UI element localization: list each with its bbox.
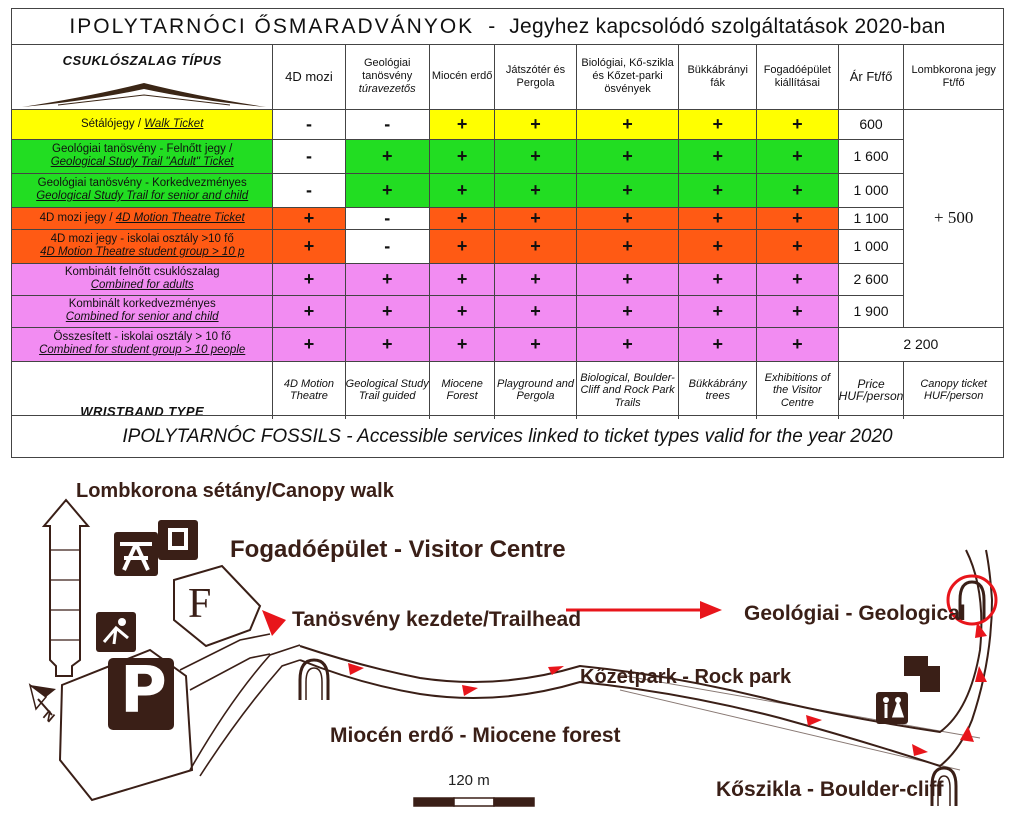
service-mark: +	[757, 295, 839, 327]
service-mark: +	[345, 139, 429, 173]
ticket-type-cell	[12, 295, 273, 327]
service-mark: +	[495, 263, 576, 295]
toilet-icon	[876, 692, 908, 724]
table-footer-title: IPOLYTARNÓC FOSSILS - Accessible services linked to ticket types valid for the year 2020	[12, 415, 1003, 457]
en-header-price: Price HUF/person	[838, 361, 904, 419]
en-header-miocene-forest: Miocene Forest	[429, 361, 494, 419]
service-mark: +	[495, 229, 576, 263]
ticket-type-hu: Kombinált korkedvezményes	[68, 298, 216, 310]
building-letter: F	[188, 581, 212, 627]
picnic-icon	[114, 532, 158, 576]
service-mark: +	[576, 229, 679, 263]
service-mark: +	[576, 139, 679, 173]
ticket-price: 2 600	[838, 263, 904, 295]
service-mark: -	[273, 109, 345, 139]
ticket-type-cell	[12, 173, 273, 207]
service-mark: +	[757, 327, 839, 361]
service-mark: +	[345, 327, 429, 361]
service-mark: +	[679, 173, 757, 207]
ticket-type-hu: 4D mozi jegy - iskolai osztály >10 fő	[50, 233, 234, 245]
ticket-type-hu: Geológiai tanösvény - Korkedvezményes	[37, 177, 247, 189]
service-mark: +	[576, 327, 679, 361]
scale-bar	[414, 798, 534, 806]
service-mark: +	[429, 109, 494, 139]
col-header-trails: Biológiai, Kő-szikla és Kőzet-parki ösvények	[576, 45, 679, 109]
service-mark: +	[679, 263, 757, 295]
service-mark: +	[429, 173, 494, 207]
ticket-type-hu: 4D mozi jegy /	[39, 211, 113, 224]
service-mark: +	[429, 295, 494, 327]
en-header-exhibitions: Exhibitions of the Visitor Centre	[757, 361, 839, 419]
service-mark: +	[576, 207, 679, 229]
type-header-label: CSUKLÓSZALAG TÍPUS	[62, 52, 222, 68]
ticket-type-cell	[12, 327, 273, 361]
ticket-price: 1 100	[838, 207, 904, 229]
parking-letter: P	[120, 654, 167, 728]
service-mark: +	[757, 139, 839, 173]
service-mark: +	[495, 109, 576, 139]
service-mark: +	[679, 139, 757, 173]
service-mark: +	[495, 139, 576, 173]
service-mark: -	[345, 229, 429, 263]
ticket-type-cell	[12, 229, 273, 263]
ticket-table	[11, 8, 1004, 458]
service-mark: +	[495, 173, 576, 207]
ticket-price: 1 000	[838, 173, 904, 207]
wristband-type-label: WRISTBAND TYPE	[80, 404, 205, 419]
col-header-4d: 4D mozi	[273, 45, 345, 109]
ticket-type-hu: Kombinált felnőtt csuklószalag	[64, 266, 220, 278]
ticket-price: 2 200	[838, 327, 1003, 361]
service-mark: +	[679, 327, 757, 361]
service-mark: +	[679, 207, 757, 229]
en-header-playground: Playground and Pergola	[495, 361, 576, 419]
shelter-building-icon	[904, 656, 940, 692]
ticket-type-en: Combined for adults	[90, 279, 194, 291]
table-title	[12, 9, 1003, 45]
ticket-type-hu: Összesített - iskolai osztály > 10 fő	[53, 331, 231, 343]
geological-label: Geológiai - Geological	[744, 602, 966, 625]
ticket-type-cell	[12, 139, 273, 173]
ticket-type-en: Walk Ticket	[144, 117, 204, 130]
service-mark: +	[576, 109, 679, 139]
ticket-type-cell	[12, 263, 273, 295]
service-mark: +	[429, 229, 494, 263]
service-mark: +	[757, 109, 839, 139]
service-mark: -	[273, 173, 345, 207]
ticket-row	[12, 109, 1003, 139]
service-mark: -	[273, 139, 345, 173]
service-mark: +	[679, 295, 757, 327]
ticket-row	[12, 327, 1003, 361]
canopy-price: + 500	[904, 109, 1003, 327]
long-direction-arrow-icon	[566, 601, 722, 619]
ticket-type-en: Combined for student group > 10 people	[39, 344, 246, 356]
service-mark: +	[757, 207, 839, 229]
en-header-4d: 4D Motion Theatre	[273, 361, 345, 419]
boulder-cliff-label: Kőszikla - Boulder-cliff	[716, 778, 944, 801]
col-header-playground: Játszótér és Pergola	[495, 45, 576, 109]
header-row-english	[12, 361, 1003, 419]
en-header-geological-trail: Geological Study Trail guided	[345, 361, 429, 419]
en-header-canopy: Canopy ticket HUF/person	[904, 361, 1003, 419]
service-mark: +	[429, 139, 494, 173]
col-header-canopy: Lombkorona jegy Ft/fő	[904, 45, 1003, 109]
ticket-row	[12, 207, 1003, 229]
ticket-type-cell	[12, 109, 273, 139]
trailhead-marker-icon	[262, 610, 286, 636]
service-mark: +	[757, 229, 839, 263]
ticket-row	[12, 139, 1003, 173]
ticket-row	[12, 295, 1003, 327]
title-hungarian: IPOLYTARNÓCI ŐSMARADVÁNYOK	[69, 14, 475, 38]
ticket-price: 1 600	[838, 139, 904, 173]
ticket-type-en: 4D Motion Theatre Ticket	[115, 211, 245, 224]
service-mark: +	[495, 295, 576, 327]
type-footer-cell	[12, 361, 273, 419]
service-mark: +	[679, 109, 757, 139]
service-mark: +	[429, 207, 494, 229]
ticket-price: 1 900	[838, 295, 904, 327]
service-mark: -	[345, 109, 429, 139]
north-letter: N	[40, 706, 59, 726]
col-header-price: Ár Ft/fő	[838, 45, 904, 109]
service-mark: +	[757, 173, 839, 207]
ticket-price: 600	[838, 109, 904, 139]
service-mark: +	[576, 173, 679, 207]
header-row-hungarian	[12, 45, 1003, 109]
trail-map	[0, 470, 1016, 822]
ticket-type-en: Geological Study Trail "Adult" Ticket	[50, 156, 234, 168]
service-mark: +	[679, 229, 757, 263]
service-mark: +	[273, 207, 345, 229]
service-mark: +	[576, 263, 679, 295]
en-header-trees: Bükkábrány trees	[679, 361, 757, 419]
ticket-price: 1 000	[838, 229, 904, 263]
scale-label: 120 m	[448, 772, 490, 789]
type-header-cell	[12, 45, 273, 109]
service-mark: +	[345, 263, 429, 295]
ticket-grid	[12, 45, 1003, 419]
service-mark: +	[273, 295, 345, 327]
service-mark: +	[495, 207, 576, 229]
trailhead-label: Tanösvény kezdete/Trailhead	[292, 608, 582, 631]
service-mark: +	[345, 295, 429, 327]
service-mark: -	[345, 207, 429, 229]
ticket-type-hu: Sétálójegy /	[80, 117, 142, 130]
col-header-exhibitions: Fogadóépület kiállításai	[757, 45, 839, 109]
wristband-swoosh-icon	[18, 81, 270, 109]
ticket-type-en: Geological Study Trail for senior and child	[36, 190, 249, 202]
service-mark: +	[273, 263, 345, 295]
title-separator: -	[488, 14, 496, 38]
service-mark: +	[345, 173, 429, 207]
restaurant-icon	[158, 520, 198, 560]
ticket-row	[12, 263, 1003, 295]
title-subtitle: Jegyhez kapcsolódó szolgáltatások 2020-ban	[509, 14, 946, 38]
service-mark: +	[576, 295, 679, 327]
ticket-type-hu: Geológiai tanösvény - Felnőtt jegy /	[52, 143, 233, 155]
trail-map-drawing	[0, 470, 1016, 822]
visitor-centre-outline	[174, 566, 260, 646]
canopy-walk-label: Lombkorona sétány/Canopy walk	[76, 480, 394, 502]
en-header-trails: Biological, Boulder-Cliff and Rock Park Trails	[576, 361, 679, 419]
ticket-type-en: 4D Motion Theatre student group > 10 p	[40, 246, 245, 258]
col-header-geological-trail: Geológiai tanösvény túravezetős	[345, 45, 429, 109]
ticket-type-cell	[12, 207, 273, 229]
miocene-forest-label: Miocén erdő - Miocene forest	[330, 724, 621, 747]
ticket-row	[12, 173, 1003, 207]
rock-park-label: Kőzetpark - Rock park	[580, 666, 792, 688]
service-mark: +	[429, 263, 494, 295]
canopy-walk-tower-icon	[44, 500, 88, 676]
service-mark: +	[495, 327, 576, 361]
ticket-row	[12, 229, 1003, 263]
ticket-type-en: Combined for senior and child	[65, 311, 219, 323]
service-mark: +	[273, 229, 345, 263]
playground-icon	[96, 612, 136, 652]
col-header-trees: Bükkábrányi fák	[679, 45, 757, 109]
service-mark: +	[757, 263, 839, 295]
service-mark: +	[429, 327, 494, 361]
col-header-miocene-forest: Miocén erdő	[429, 45, 494, 109]
visitor-centre-label: Fogadóépület - Visitor Centre	[230, 536, 566, 563]
service-mark: +	[273, 327, 345, 361]
